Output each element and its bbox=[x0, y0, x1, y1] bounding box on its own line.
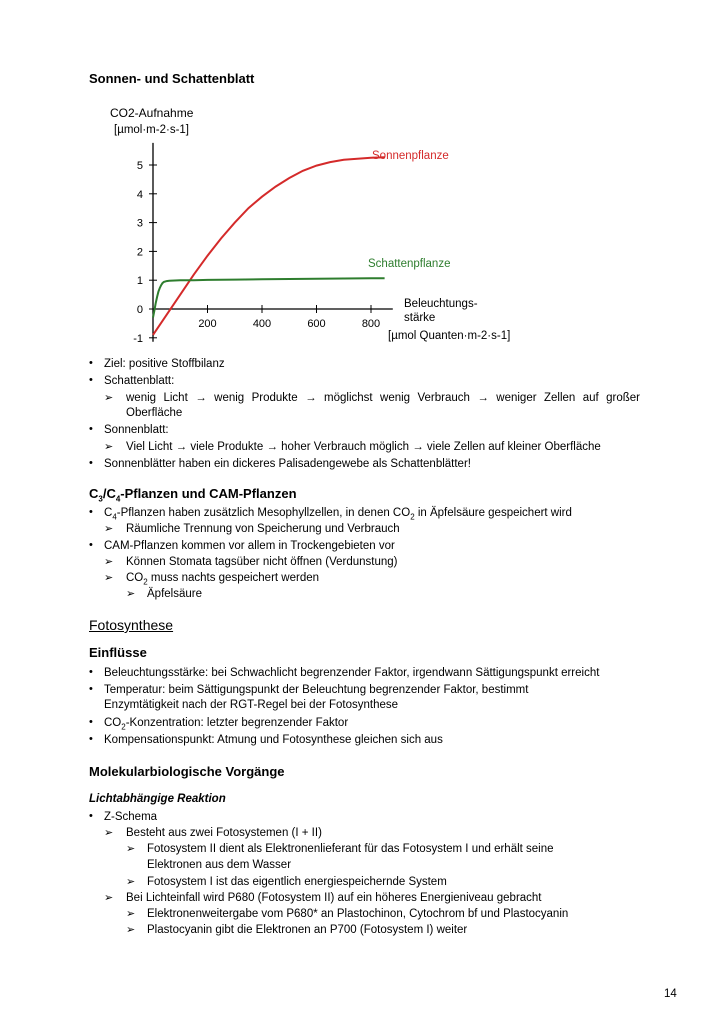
bullet-icon: • bbox=[89, 666, 93, 678]
subscript: 2 bbox=[410, 512, 415, 522]
text: Viel Licht bbox=[126, 441, 173, 453]
list-item-continuation: Enzymtätigkeit nach der RGT-Regel bei der Fotosynthese bbox=[104, 699, 399, 711]
list-item: Bei Lichteinfall wird P680 (Fotosystem II) auf ein höheres Energieniveau gebracht bbox=[126, 892, 542, 904]
text: viele Zellen auf kleiner Oberfläche bbox=[426, 441, 601, 453]
bullet-icon: • bbox=[89, 423, 93, 435]
y-tick-label: 0 bbox=[136, 304, 143, 316]
title-part: /C bbox=[102, 486, 116, 501]
list-item: Schattenblatt: bbox=[104, 375, 175, 387]
text: hoher Verbrauch möglich bbox=[281, 441, 410, 453]
bullet-icon: • bbox=[89, 506, 93, 518]
text: -Konzentration: letzter begrenzender Faktor bbox=[125, 717, 349, 729]
arrowhead-icon: ➢ bbox=[104, 827, 114, 839]
list-item: Plastocyanin gibt die Elektronen an P700 (Fotosystem I) weiter bbox=[147, 924, 468, 936]
arrow-icon: → bbox=[412, 441, 424, 453]
x-tick-label: 400 bbox=[252, 318, 272, 330]
subsection-title: Lichtabhängige Reaktion bbox=[89, 793, 226, 805]
bullet-icon: • bbox=[89, 539, 93, 551]
arrowhead-icon: ➢ bbox=[126, 843, 136, 855]
bullet-icon: • bbox=[89, 716, 93, 728]
bullet-icon: • bbox=[89, 733, 93, 745]
list-item: Sonnenblatt: bbox=[104, 424, 169, 436]
list-item: Können Stomata tagsüber nicht öffnen (Verdunstung) bbox=[126, 556, 398, 568]
bullet-icon: • bbox=[89, 683, 93, 695]
list-item-continuation: Oberfläche bbox=[126, 407, 183, 419]
list-item: Temperatur: beim Sättigungspunkt der Beleuchtung begrenzender Faktor, bestimmt bbox=[104, 684, 529, 696]
list-item: Beleuchtungsstärke: bei Schwachlicht begrenzender Faktor, irgendwann Sättigungspunkt erreicht bbox=[104, 667, 600, 679]
bullet-icon: • bbox=[89, 457, 93, 469]
title-part: C bbox=[89, 486, 99, 501]
arrow-icon: → bbox=[305, 392, 317, 404]
arrow-icon: → bbox=[175, 441, 188, 453]
arrow-icon: → bbox=[477, 392, 489, 404]
list-item: Fotosystem II dient als Elektronenlieferant für das Fotosystem I und erhält seine bbox=[147, 843, 554, 855]
list-item bbox=[126, 391, 640, 405]
list-item: Räumliche Trennung von Speicherung und Verbrauch bbox=[126, 523, 400, 535]
series-label: Sonnenpflanze bbox=[372, 150, 449, 162]
subscript: 2 bbox=[121, 722, 126, 732]
section-title: Sonnen- und Schattenblatt bbox=[89, 71, 255, 86]
chapter-title: Fotosynthese bbox=[89, 617, 174, 633]
subscript: 2 bbox=[143, 577, 148, 587]
arrowhead-icon: ➢ bbox=[104, 392, 114, 404]
x-axis-label: Beleuchtungs- bbox=[404, 298, 478, 310]
title-sub: 3 bbox=[98, 494, 103, 504]
list-item: Sonnenblätter haben ein dickeres Palisadengewebe als Schattenblätter! bbox=[104, 458, 471, 470]
list-item: Äpfelsäure bbox=[147, 588, 202, 600]
bullet-icon: • bbox=[89, 374, 93, 386]
y-tick-label: 1 bbox=[136, 275, 143, 288]
list-item-continuation: Elektronen aus dem Wasser bbox=[147, 859, 292, 871]
arrowhead-icon: ➢ bbox=[104, 556, 114, 568]
y-axis-label: CO2-Aufnahme bbox=[110, 106, 194, 120]
section-title bbox=[89, 486, 297, 504]
arrow-icon: → bbox=[195, 392, 207, 404]
arrowhead-icon: ➢ bbox=[126, 588, 136, 600]
text: CO bbox=[104, 717, 122, 729]
x-tick-label: 800 bbox=[361, 318, 381, 330]
list-item bbox=[126, 440, 601, 454]
x-tick-label: 200 bbox=[198, 318, 217, 330]
series-line bbox=[153, 157, 385, 335]
list-item: Fotosystem I ist das eigentlich energiespeichernde System bbox=[147, 876, 447, 888]
arrowhead-icon: ➢ bbox=[104, 572, 114, 584]
list-item: CAM-Pflanzen kommen vor allem in Trockengebieten vor bbox=[104, 540, 395, 552]
text: -Pflanzen haben zusätzlich Mesophyllzellen, in denen CO bbox=[116, 507, 411, 519]
text: möglichst wenig Verbrauch bbox=[324, 392, 470, 404]
arrowhead-icon: ➢ bbox=[126, 876, 136, 888]
title-part: -Pflanzen und CAM-Pflanzen bbox=[120, 486, 297, 501]
section-title: Einflüsse bbox=[89, 645, 147, 660]
text: in Äpfelsäure gespeichert wird bbox=[414, 507, 572, 519]
y-tick-label: -1 bbox=[133, 332, 143, 345]
list-item: Kompensationspunkt: Atmung und Fotosynthese gleichen sich aus bbox=[104, 734, 443, 746]
y-tick-label: 5 bbox=[136, 160, 143, 172]
arrowhead-icon: ➢ bbox=[104, 892, 114, 904]
x-axis-label: stärke bbox=[404, 312, 436, 324]
list-item: Ziel: positive Stoffbilanz bbox=[104, 358, 225, 370]
text: CO bbox=[126, 572, 144, 584]
series-label: Schattenpflanze bbox=[368, 258, 451, 270]
y-tick-label: 4 bbox=[136, 188, 143, 201]
text: viele Produkte bbox=[190, 441, 264, 453]
text: muss nachts gespeichert werden bbox=[147, 572, 320, 584]
text: wenig Licht bbox=[126, 392, 188, 404]
bullet-icon: • bbox=[89, 357, 93, 369]
title-sub: 4 bbox=[115, 494, 121, 504]
list-item: Z-Schema bbox=[104, 811, 158, 823]
subscript: 4 bbox=[112, 512, 117, 522]
bullet-icon: • bbox=[89, 810, 93, 822]
arrowhead-icon: ➢ bbox=[126, 924, 136, 936]
section-title: Molekularbiologische Vorgänge bbox=[89, 764, 285, 779]
arrowhead-icon: ➢ bbox=[104, 441, 114, 453]
text: weniger Zellen auf großer bbox=[496, 392, 641, 404]
arrowhead-icon: ➢ bbox=[126, 908, 136, 920]
arrow-icon: → bbox=[266, 441, 278, 453]
y-tick-label: 2 bbox=[136, 246, 143, 259]
x-axis-unit: [µmol Quanten·m-2·s-1] bbox=[388, 330, 511, 342]
list-item bbox=[104, 716, 348, 734]
text: C bbox=[104, 507, 113, 519]
x-tick-label: 600 bbox=[307, 318, 326, 330]
y-axis-unit: [µmol·m-2·s-1] bbox=[114, 124, 189, 136]
list-item: Elektronenweitergabe vom P680* an Plastochinon, Cytochrom bf und Plastocyanin bbox=[147, 908, 569, 920]
list-item: Besteht aus zwei Fotosystemen (I + II) bbox=[126, 827, 322, 839]
arrowhead-icon: ➢ bbox=[104, 523, 114, 535]
text: wenig Produkte bbox=[214, 392, 298, 404]
y-tick-label: 3 bbox=[136, 217, 143, 230]
page-number: 14 bbox=[664, 988, 677, 1000]
